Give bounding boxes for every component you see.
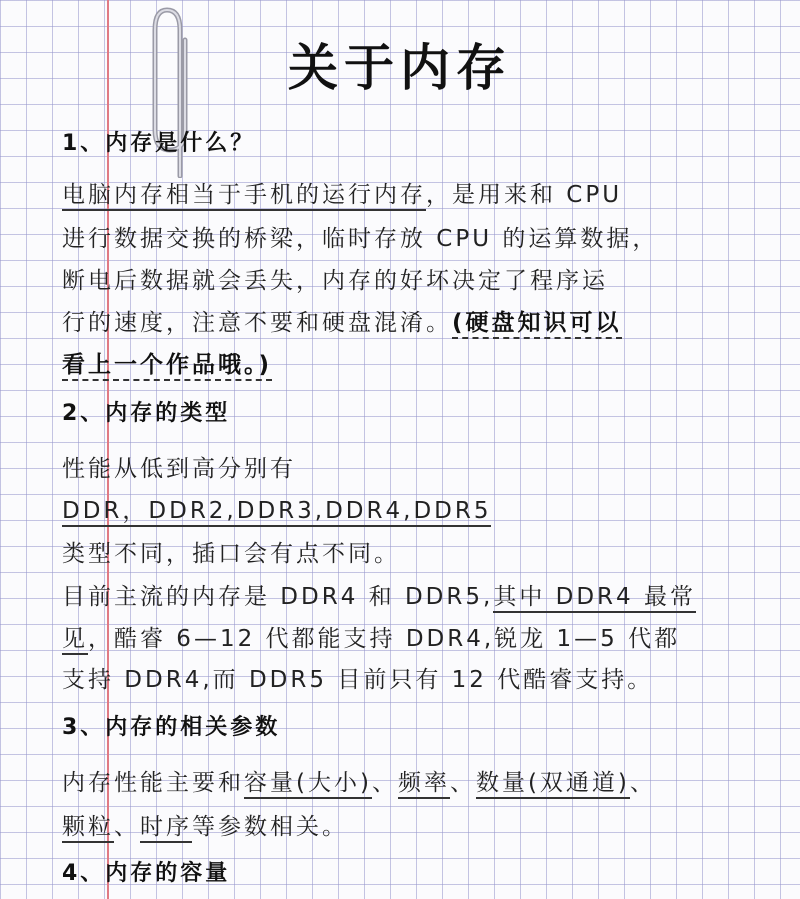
bold-note: 看上一个作品哦。) (62, 352, 272, 381)
underlined-text: 其中 DDR4 最常 (493, 584, 696, 613)
section3-line-2 (62, 808, 348, 841)
underlined-text: 颗粒 (62, 814, 114, 843)
section2-line-5 (62, 620, 680, 653)
underlined-text: 数量(双通道) (476, 770, 630, 799)
underlined-text: 见 (62, 626, 88, 655)
section1-line-5 (62, 346, 272, 379)
text: 目前主流的内存是 DDR4 和 DDR5, (62, 584, 494, 610)
section-heading-memory-types: 2、内存的类型 (62, 401, 231, 426)
section1-line-3: 断电后数据就会丢失，内存的好坏决定了程序运 (62, 268, 608, 294)
bold-note: (硬盘知识可以 (452, 310, 622, 339)
underlined-text: 时序 (140, 814, 192, 843)
underlined-text: 频率 (398, 770, 450, 799)
text: 、 (449, 770, 476, 796)
text: 、 (629, 770, 656, 796)
section-heading-what-is-memory: 1、内存是什么？ (62, 131, 256, 156)
underlined-text: 容量(大小) (244, 770, 372, 799)
section-heading-memory-capacity: 4、内存的容量 (62, 861, 231, 886)
section3-line-1 (62, 764, 656, 797)
text: ，是用来和 CPU (426, 182, 623, 208)
text: 、 (371, 770, 398, 796)
section1-line-2: 进行数据交换的桥梁，临时存放 CPU 的运算数据， (62, 226, 659, 252)
text: ，酷睿 6—12 代都能支持 DDR4,锐龙 1—5 代都 (88, 626, 681, 652)
text: 、 (114, 814, 140, 840)
underlined-text: 电脑内存相当于手机的运行内存 (62, 182, 426, 211)
text: 内存性能主要和 (62, 770, 244, 796)
section2-line-3: 类型不同，插口会有点不同。 (62, 541, 400, 567)
section2-line-4 (62, 578, 696, 611)
section2-line-6: 支持 DDR4,而 DDR5 目前只有 12 代酷睿支持。 (62, 667, 654, 693)
section1-line-4 (62, 304, 622, 337)
underlined-text: DDR，DDR2,DDR3,DDR4,DDR5 (62, 498, 491, 527)
section-heading-memory-parameters: 3、内存的相关参数 (62, 715, 281, 740)
text: 行的速度，注意不要和硬盘混淆。 (62, 310, 452, 336)
section2-line-2 (62, 492, 491, 525)
page-title: 关于内存 (288, 38, 512, 97)
section2-line-1: 性能从低到高分别有 (62, 456, 296, 482)
section1-line-1 (62, 176, 622, 209)
text: 等参数相关。 (192, 814, 348, 840)
